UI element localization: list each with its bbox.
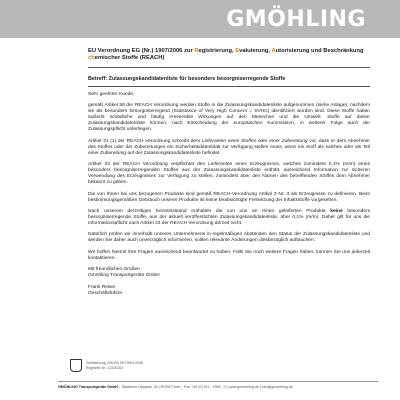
title-text: utorisierung und Beschränkung xyxy=(275,48,364,54)
paragraph-7: Wir hoffen hiermit Ihre Fragen ausreichend beantwortet zu haben. Falls Sie noch weitere Fragen haben, können Sie uns jederzeit kontaktieren. xyxy=(88,249,370,261)
footer-contact: Fon +49 (0) 911 - 7669 - 0 | www.gmoehling.de | info@gmoehling.de xyxy=(183,385,293,389)
signer-name: Frank Reiser xyxy=(88,284,116,290)
paragraph-5-text: besonders besorgniserregende Stoffe, aus der aktuell veröffentlichten Zulassungskandidatenliste, über 0,1% (m/m). Daher gilt für uns die Informationspflicht nach Artikel 33 der REACH Verordnung derzeit nicht. xyxy=(88,208,370,226)
signer-title: Geschäftsführer xyxy=(88,290,123,296)
paragraph-3-emphasis: Lieferanten eines Erzeugnisses xyxy=(208,162,279,168)
title-text: emischer Stoffe (REACH) xyxy=(94,55,165,62)
title-text: egistrierung, xyxy=(198,48,236,54)
paragraph-5 xyxy=(88,209,370,227)
paragraph-4: Die von Ihnen bei uns bezogenen Produkte sind gemäß REACH-Verordnung Artikel 3 Nr. 3 als Erzeugnisse zu definieren. Beim bestimmungsgemäßen Gebrauch unserer Produkte ist keine beabsichtigte Freisetzung der Inhaltsstoffe vorgesehen. xyxy=(88,191,370,203)
closing-company: Gmöhling Transportgeräte GmbH xyxy=(88,273,160,279)
footer-address: Stadelner Hauptstr. 34 | 90765 Fürth xyxy=(121,385,180,389)
paragraph-3 xyxy=(88,162,370,186)
footer-separator: | xyxy=(119,385,121,389)
title-divider xyxy=(88,67,370,68)
paragraph-5-text: Nach unserem derzeitigen Kenntnisstand enthalten die von uns an Ihnen gelieferten Produkte xyxy=(88,208,331,214)
certification-standard: Zertifizierung: DIN EN ISO 9001:2008 xyxy=(86,360,143,365)
certification-seal-icon xyxy=(70,359,82,372)
paragraph-3-text: , welches zumindest 0,1% (m/m) eines besonders besorgniserregenden Stoffes aus der Zulassungskandidatenliste enthält, ausreichend Information zur sicheren Verwendung des Erzeugnisses zur Verfügung zu stellen, zumindest aber den Namen des betreffenden Stoffes dem Abnehmer bekannt zu geben. xyxy=(88,162,370,186)
subject-divider xyxy=(88,86,370,87)
title-highlight-r: R xyxy=(194,48,199,54)
paragraph-2-text: vor, dass er dem Abnehmer des Stoffes oder der Zubereitungen ein Sicherheitsdatenblatt zur Verfügung stellen muss, wenn ein Stoff als solches oder als Teil einer Zubereitung auf der Zulassungskandidatenliste befindet. xyxy=(88,138,370,156)
title-highlight-e: E xyxy=(235,48,240,54)
certification-registration: Registrier-Nr.: 12100152 xyxy=(86,365,123,370)
title-text: valuierung, xyxy=(239,48,272,54)
footer-company: GMÖHLING Transportgeräte GmbH xyxy=(58,385,118,389)
document-title xyxy=(88,48,368,63)
paragraph-2-text: Artikel 31 (1) der REACH Verordnung schreibt dem xyxy=(88,138,202,144)
title-highlight-a: A xyxy=(271,48,276,54)
letterhead-band xyxy=(0,0,400,38)
title-highlight-ch: ch xyxy=(88,55,95,62)
salutation: Sehr geehrter Kunde, xyxy=(88,92,135,97)
footer-separator: | xyxy=(181,385,183,389)
certification-block xyxy=(70,359,143,372)
certification-text xyxy=(86,361,143,370)
paragraph-2-emphasis: Lieferanten eines Stoffes oder einer Zubereitung xyxy=(201,138,308,144)
closing-greeting: Mit freundlichen Grüßen xyxy=(88,267,140,273)
subject-line: Betreff: Zulassungskandidatenliste für besonders besorgniserregende Stoffe xyxy=(88,76,286,82)
footer-divider xyxy=(58,381,378,382)
paragraph-2 xyxy=(88,139,370,157)
title-text: EU Verordnung EG (Nr.) 1907/2006 zur xyxy=(88,48,195,54)
letter-body xyxy=(88,92,370,297)
footer xyxy=(58,385,378,389)
paragraph-1: gemäß Artikel 59 der REACH Verordnung werden Stoffe in die Zulassungskandidatenliste aufgenommen (siehe Anlage), nachdem sie als besonders besorgniserregend (Substance of Very High Concern = SVHC) identifiziert worden sind. Diese Stoffe haben äußerst schädliche und häufig irreversible Wirkungen auf den Menschen und die Umwelt. Stoffe auf dieser Zulassungskandidatenliste können, nach Entscheidung der europäischen Kommission, in weiterer Folge auch der Zulassungspflicht unterliegen. xyxy=(88,103,370,133)
paragraph-6: Natürlich prüfen wir innerhalb unseres Unternehmens in regelmäßigen Abständen den Status der Zulassungskandidatenliste und werden Sie daher auch unverzüglich informieren, sollten relevante Änderungen diesbezüglich auftauchen. xyxy=(88,232,370,244)
company-logo: GMÖHLING xyxy=(226,7,366,32)
paragraph-3-text: Artikel 33 der REACH Verordnung verpflichtet den xyxy=(88,162,209,168)
paragraph-5-emphasis: keine xyxy=(330,208,343,214)
